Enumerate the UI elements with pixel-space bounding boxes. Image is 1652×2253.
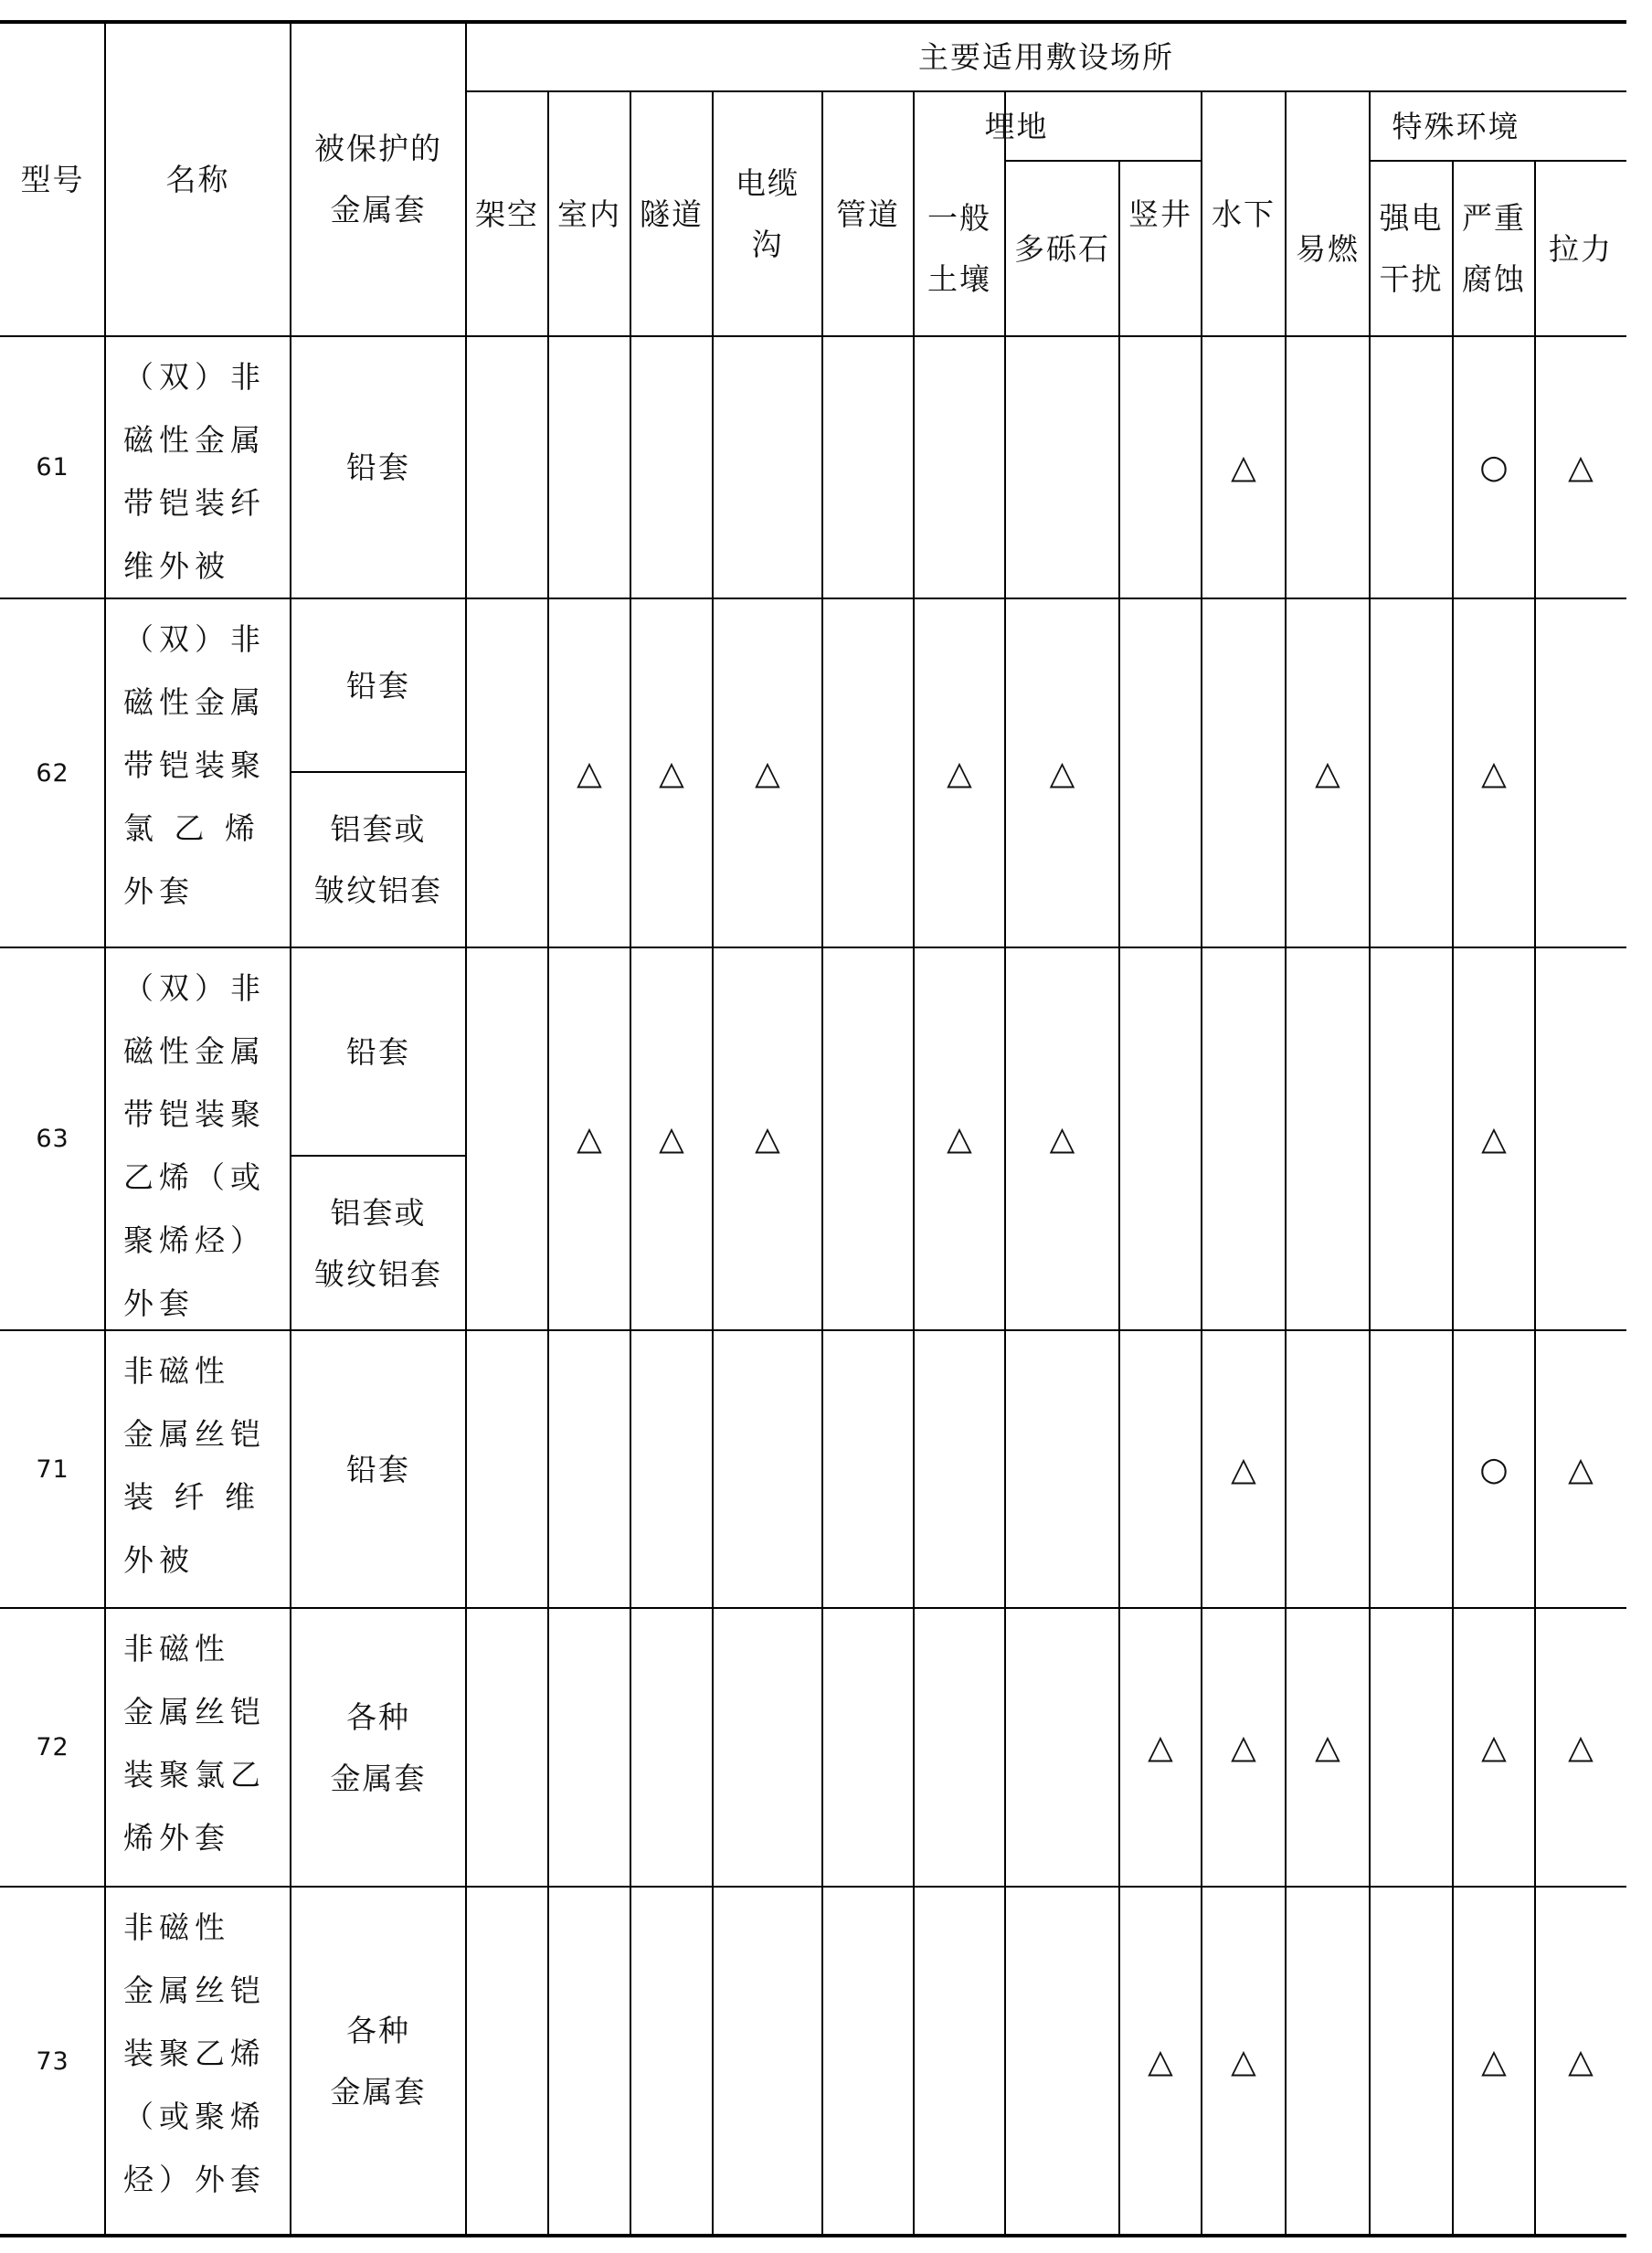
- mark-tunnel: △: [659, 754, 684, 792]
- header-overhead: 架空: [475, 196, 539, 232]
- row-model-number: 62: [36, 758, 69, 788]
- mark-corrosion: △: [1481, 754, 1507, 792]
- row-cable-name: 非磁性 金属丝铠 装 纤 维 外被: [123, 1353, 266, 1578]
- header-model: 型号: [20, 161, 85, 197]
- mark-indoor: △: [577, 754, 602, 792]
- mark-underwater: △: [1231, 1729, 1256, 1766]
- mark-trench: △: [755, 754, 780, 792]
- mark-tension: △: [1568, 1729, 1594, 1766]
- column-divider: [1369, 91, 1371, 2236]
- mark-tension: △: [1568, 2042, 1594, 2080]
- row-sheath: 铅套: [346, 1033, 410, 1070]
- header-special-group: 特殊环境: [1392, 108, 1520, 144]
- row-model-number: 63: [36, 1125, 69, 1153]
- row-cable-name: 非磁性 金属丝铠 装聚氯乙 烯外套: [123, 1631, 266, 1856]
- mark-corrosion: △: [1481, 2042, 1507, 2080]
- mark-tension: △: [1568, 1450, 1594, 1488]
- row-model-number: 72: [36, 1733, 69, 1761]
- header-trench: 电缆 沟: [736, 165, 800, 262]
- mark-shaft: △: [1148, 2042, 1173, 2080]
- row-cable-name: （双）非 磁性金属 带铠装聚 氯 乙 烯 外套: [123, 621, 266, 909]
- mark-corrosion: △: [1481, 1120, 1507, 1158]
- row-sheath: 铝套或 皱纹铝套: [314, 1194, 442, 1292]
- mark-indoor: △: [577, 1120, 602, 1158]
- row-model-number: 71: [36, 1454, 69, 1484]
- row-model-number: 73: [36, 2047, 69, 2076]
- mark-trench: △: [755, 1120, 780, 1158]
- header-tension: 拉力: [1549, 230, 1613, 267]
- header-tunnel: 隧道: [640, 196, 704, 232]
- row-cable-name: （双）非 磁性金属 带铠装纤 维外被: [123, 359, 266, 584]
- row-sheath: 铅套: [346, 450, 410, 485]
- mark-buried-gravel: △: [1049, 1120, 1075, 1158]
- header-shaft: 竖井: [1128, 196, 1192, 232]
- header-flammable: 易燃: [1296, 230, 1360, 267]
- mark-flammable: △: [1315, 1729, 1340, 1766]
- mark-corrosion: ○: [1479, 449, 1509, 486]
- row-sheath: 铅套: [346, 667, 410, 703]
- header-underwater: 水下: [1212, 196, 1276, 232]
- row-sheath: 铝套或 皱纹铝套: [314, 811, 442, 908]
- row-cable-name: （双）非 磁性金属 带铠装聚 乙烯（或 聚烯烃） 外套: [123, 970, 266, 1321]
- mark-buried-gravel: △: [1049, 754, 1075, 792]
- mark-buried-soil: △: [947, 754, 972, 792]
- mark-underwater: △: [1231, 2042, 1256, 2080]
- mark-buried-soil: △: [947, 1120, 972, 1158]
- header-interference: 强电 干扰: [1379, 200, 1444, 297]
- mark-corrosion: △: [1481, 1729, 1507, 1766]
- header-indoor: 室内: [557, 196, 621, 232]
- row-sheath: 各种 金属套: [330, 1698, 427, 1796]
- mark-underwater: △: [1231, 449, 1256, 486]
- header-application-group: 主要适用敷设场所: [918, 38, 1174, 75]
- header-buried-soil: 一般 土壤: [927, 200, 991, 297]
- header-name: 名称: [165, 161, 230, 197]
- header-buried-group: 埋地: [984, 108, 1049, 144]
- row-model-number: 61: [36, 453, 69, 481]
- header-buried-gravel: 多砾石: [1014, 230, 1110, 267]
- row-sheath: 各种 金属套: [330, 2013, 427, 2110]
- mark-tunnel: △: [659, 1120, 684, 1158]
- header-duct: 管道: [836, 196, 900, 232]
- row-sheath: 铅套: [346, 1451, 410, 1487]
- mark-tension: △: [1568, 449, 1594, 486]
- header-corrosion: 严重 腐蚀: [1462, 200, 1526, 297]
- mark-underwater: △: [1231, 1450, 1256, 1488]
- header-sheath: 被保护的 金属套: [314, 131, 442, 227]
- mark-shaft: △: [1148, 1729, 1173, 1766]
- mark-corrosion: ○: [1479, 1450, 1509, 1488]
- row-cable-name: 非磁性 金属丝铠 装聚乙烯 （或聚烯 烃）外套: [123, 1909, 266, 2197]
- mark-flammable: △: [1315, 754, 1340, 792]
